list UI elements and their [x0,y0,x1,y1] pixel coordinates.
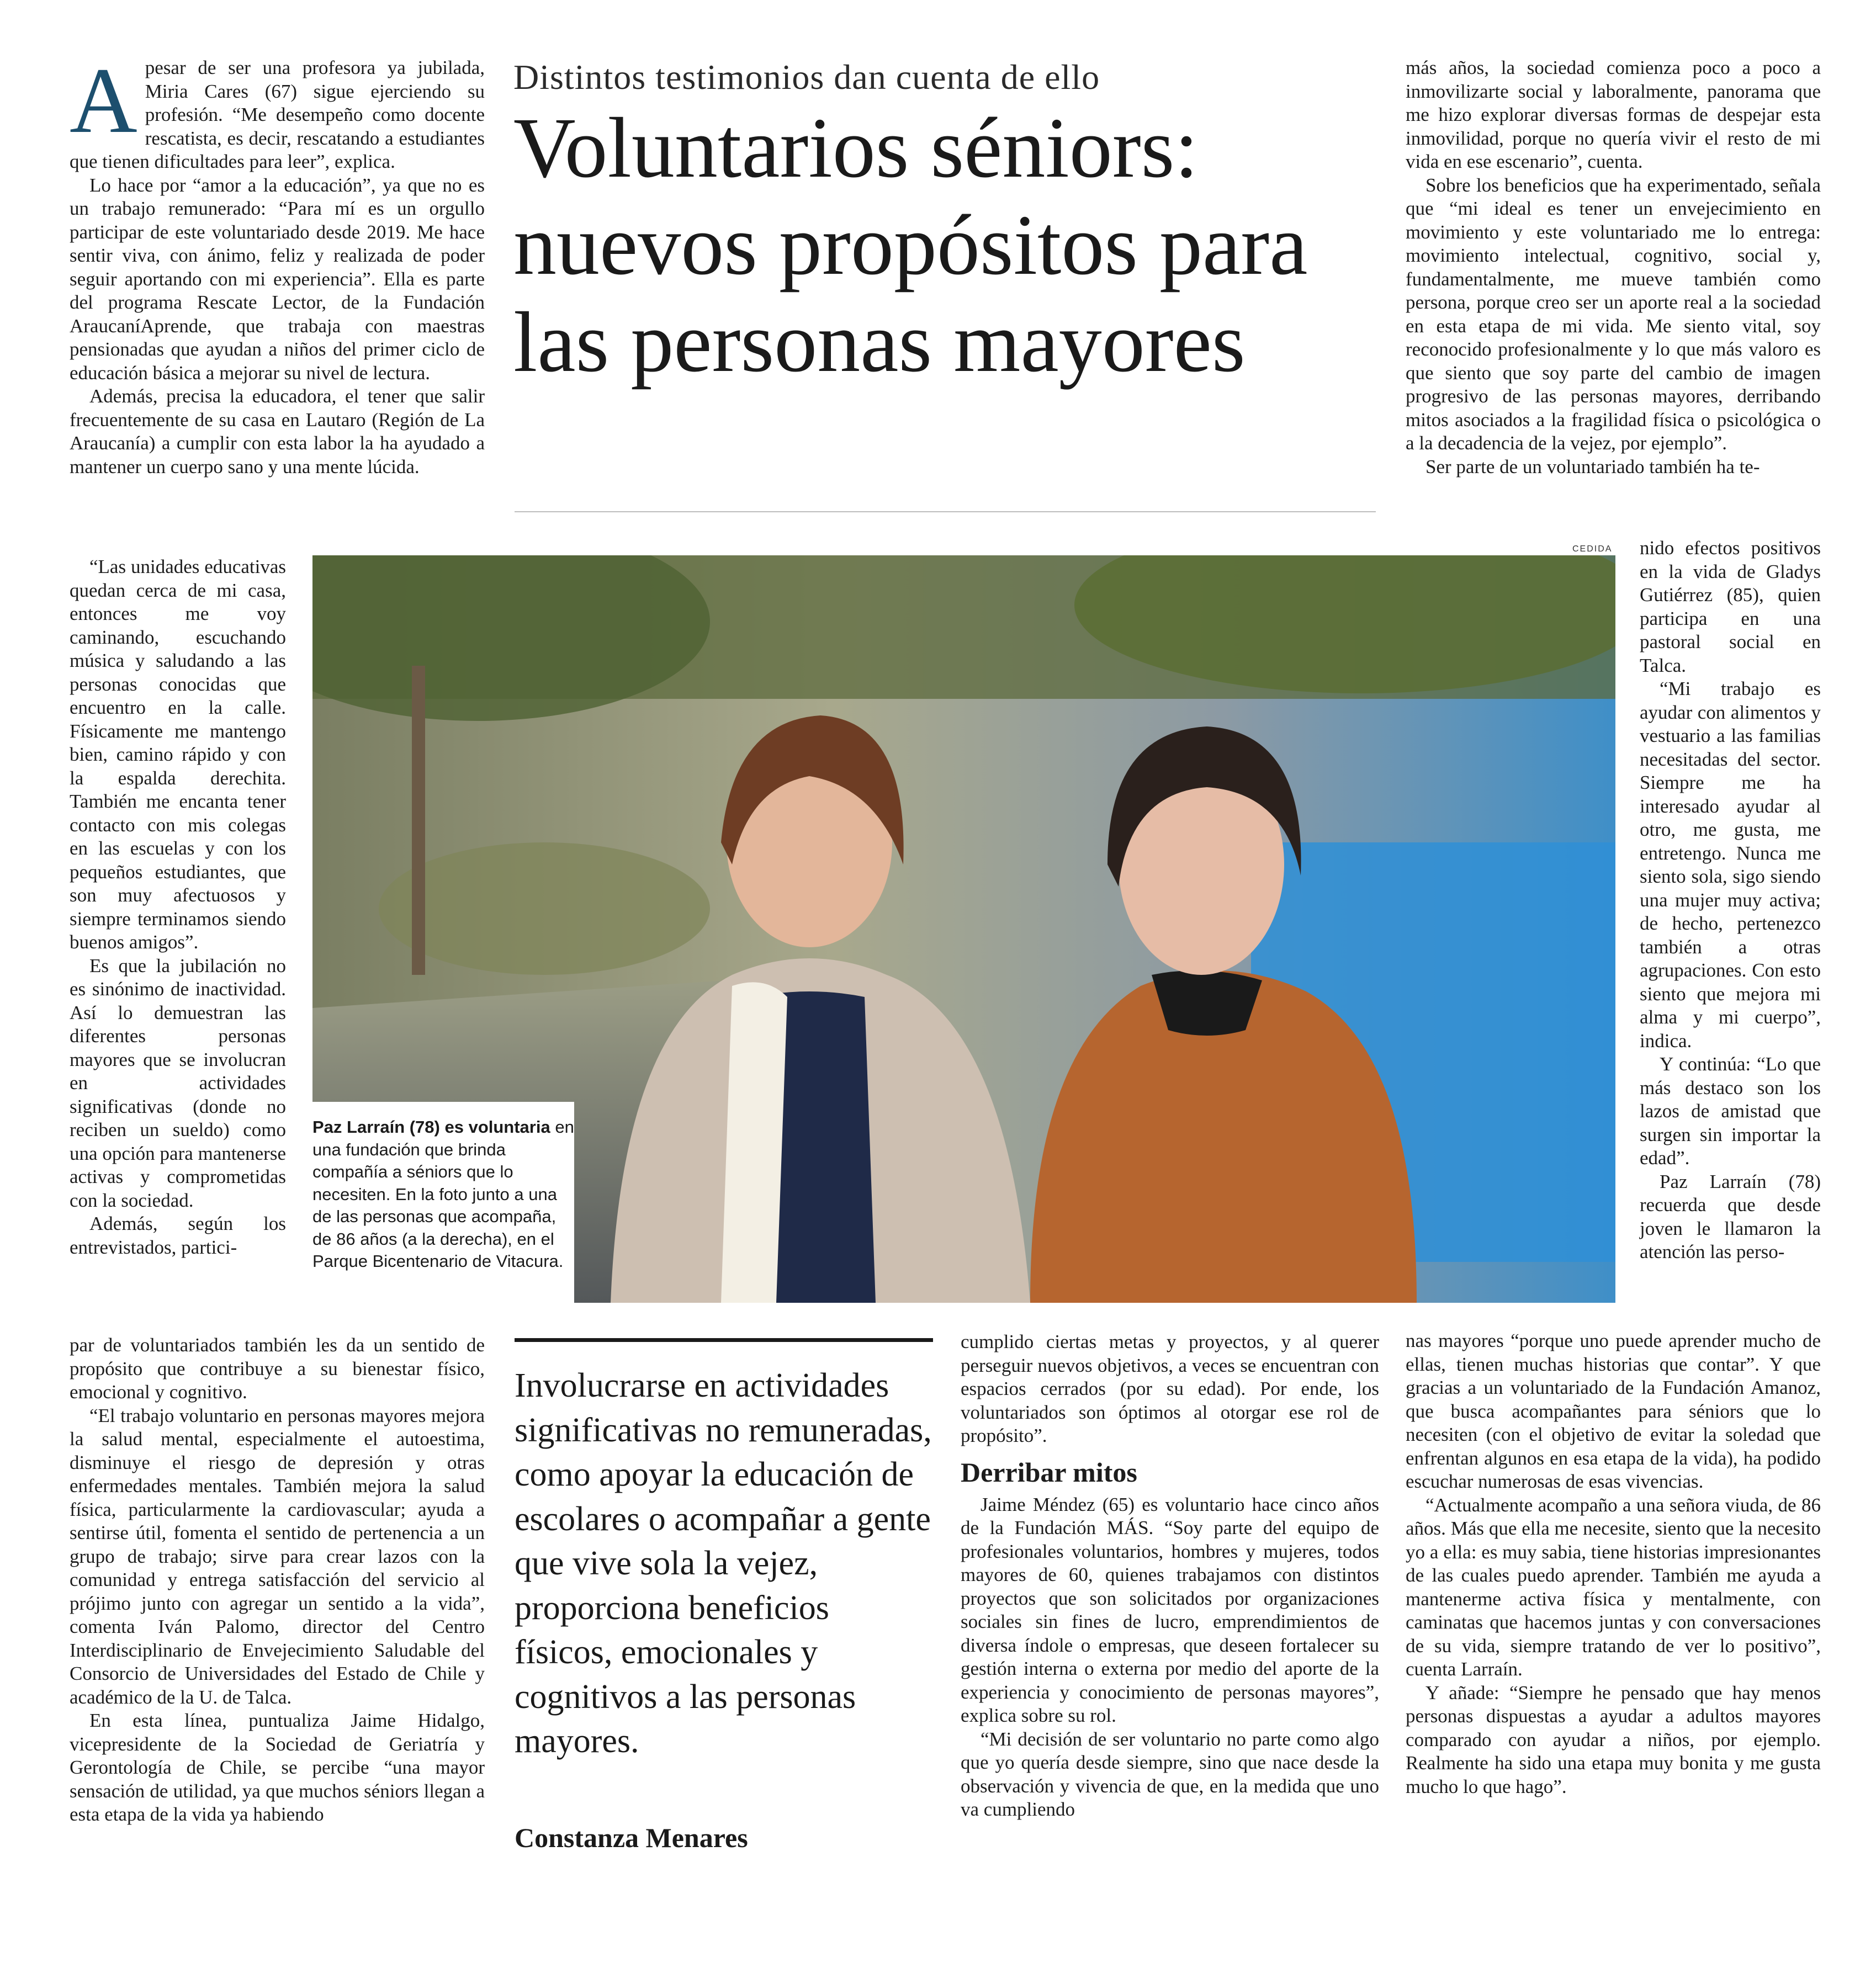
photo-credit: CEDIDA [1572,544,1613,554]
section-subhead: Derribar mitos [961,1456,1137,1488]
paragraph: Y continúa: “Lo que más destaco son los lazos de amistad que surgen sin importar la edad”. [1640,1053,1821,1169]
paragraph: “El trabajo voluntario en personas mayores mejora la salud mental, especialmente el autoestima, disminuye el riesgo de depresión y otras enfermedades mentales. También mejora la salud física, particularmente la cardiovascular; ayuda a sentirse útil, fomenta el sentido de pertenencia a un grupo de trabajo; sirve para crear lazos con la comunidad y entrega satisfacción del servicio al prójimo junto con agregar un sentido a la vida”, comenta Iván Palomo, director del Centro Interdisciplinario de Envejecimiento Saludable del Consorcio de Universidades del Estado de Chile y académico de la U. de Talca. [70,1404,485,1708]
paragraph: “Las unidades educativas quedan cerca de mi casa, entonces me voy caminando, escuchando música y saludando a las personas conocidas que encuentro en la calle. Físicamente me mantengo bien, camino rápido y con la espalda derechita. También me encanta tener contacto con mis colegas en las escuelas y con los pequeños estudiantes, que son muy afectuosos y siempre terminamos siendo buenos amigos”. [70,556,286,953]
paragraph: cumplido ciertas metas y proyectos, y al querer perseguir nuevos objetivos, a veces se encuentran con espacios cerrados (por su edad). Por ende, los voluntariados son óptimos al otorgar ese rol de propósito”. [961,1331,1379,1446]
photo-caption [298,1102,574,1307]
paragraph: Jaime Méndez (65) es voluntario hace cinco años de la Fundación MÁS. “Soy parte del equipo de profesionales voluntarios, hombres y mujeres, todos mayores de 60, quienes trabajamos con distintos proyectos que son solicitados por organizaciones sociales sin fines de lucro, emprendimientos de diversa índole o empresas, que deseen fortalecer su gestión interna o externa por medio del aporte de la experiencia y conocimiento de personas mayores”, explica sobre su rol. [961,1493,1379,1726]
article-column-4-lower [1406,1329,1821,1798]
author-byline: Constanza Menares [515,1822,748,1853]
paragraph: Es que la jubilación no es sinónimo de inactividad. Así lo demuestran las diferentes personas mayores que se involucran en actividades significativas (donde no reciben un sueldo) como una opción para mantenerse activas y comprometidas con la sociedad. [70,954,286,1211]
paragraph: Además, según los entrevistados, partici- [70,1213,286,1258]
paragraph: Lo hace por “amor a la educación”, ya que no es un trabajo remunerado: “Para mí es un orgullo participar de este voluntariado desde 2019. Me hace sentir viva, con ánimo, feliz y realizada de poder seguir aportando con mi experiencia”. Ella es parte del programa Rescate Lector, de la Fundación AraucaníAprende, que trabaja con maestras pensionadas que ayudan a niños del primer ciclo de educación básica a mejorar su nivel de lectura. [70,174,485,384]
paragraph: más años, la sociedad comienza poco a poco a inmovilizarte social y laboralmente, panorama que me hizo explorar diversas formas de despejar esta inmovilidad, porque no quería vivir el resto de mi vida en ese escenario”, cuenta. [1406,57,1821,172]
paragraph: Paz Larraín (78) recuerda que desde joven le llamaron la atención las perso- [1640,1170,1821,1262]
kicker: Distintos testimonios dan cuenta de ello [513,57,1100,97]
paragraph: “Actualmente acompaño a una señora viuda, de 86 años. Más que ella me necesite, siento que la necesito yo a ella: es muy sabia, tiene historias impresionantes de las cuales puedo aprender. También me ayuda a mantenerme activa física y mentalmente, con caminatas que hacemos juntas y con conversaciones de su vida, siempre tratando de ver lo positivo”, cuenta Larraín. [1406,1494,1821,1680]
article-column-4-narrow [1640,537,1821,1264]
paragraph: Además, precisa la educadora, el tener que salir frecuentemente de su casa en Lautaro (Región de La Araucanía) a cumplir con esta labor la ha ayudado a mantener un cuerpo sano y una mente lúcida. [70,385,485,478]
paragraph: nas mayores “porque uno puede aprender mucho de ellas, tienen muchas historias que contar”. Y que gracias a un voluntariado de la Fundación Amanoz, que busca acompañantes para séniors que lo necesiten (con el objetivo de evitar la soledad que enfrentan algunos en esa etapa de la vida), ha podido escuchar numerosas de esas vivencias. [1406,1330,1821,1492]
article-column-1 [70,49,485,479]
paragraph: “Mi trabajo es ayudar con alimentos y vestuario a las familias necesitadas del sector. Siempre me ha interesado ayudar al otro, me gusta, me entretengo. Nunca me siento sola, sigo siendo una mujer muy activa; de hecho, pertenezco también a otras agrupaciones. Con esto siento que mejora mi alma y mi cuerpo”, indica. [1640,678,1821,1052]
article-column-1-narrow [70,555,286,1259]
paragraph: Ser parte de un voluntariado también ha te- [1425,455,1760,478]
pullquote-rule [515,1338,933,1342]
paragraph: En esta línea, puntualiza Jaime Hidalgo, vicepresidente de la Sociedad de Geriatría y Gerontología de Chile, se percibe “una mayor sensación de utilidad, ya que muchos séniors llegan a esta etapa de la vida ya habiendo [70,1710,485,1825]
paragraph: nido efectos positivos en la vida de Gladys Gutiérrez (85), quien participa en una pastoral social en Talca. [1640,537,1821,676]
caption-lead: Paz Larraín (78) es voluntaria [312,1117,550,1137]
paragraph: Sobre los beneficios que ha experimentado, señala que “mi ideal es tener un envejecimiento en movimiento y este voluntariado me lo entrega: movimiento intelectual, cognitivo, social y, fundamentalmente, me mueve también como persona, porque creo ser un aporte real a la sociedad en esta etapa de mi vida. Me siento vital, soy reconocido profesionalmente y lo que más valoro es que siento que soy parte del cambio de imagen progresivo de las personas mayores, derribando mitos asociados a la fragilidad física o psicológica o a la decadencia de la vejez, por ejemplo”. [1406,174,1821,454]
pullquote: Involucrarse en actividades significativas no remuneradas, como apoyar la educación de escolares o acompañar a gente que vive sola la vejez, proporciona beneficios físicos, emocionales y cognitivos a las personas mayores. [515,1367,932,1760]
paragraph: Y añade: “Siempre he pensado que hay menos personas dispuestas a ayudar a adultos mayores comparado con ayudar a niños, por ejemplo. Realmente ha sido una etapa muy bonita y me gusta mucho lo que hago”. [1406,1681,1821,1797]
drop-cap: A [70,49,137,152]
paragraph: pesar de ser una profesora ya jubilada, Miria Cares (67) sigue ejerciendo su profesión. “Me desempeño como docente rescatista, es decir, rescatando a estudiantes que tienen dificultades para leer”, explica. [70,57,485,172]
article-column-1-lower [70,1334,485,1827]
headline-divider [515,511,1376,512]
article-column-4 [1406,56,1821,479]
paragraph: “Mi decisión de ser voluntario no parte como algo que yo quería desde siempre, sino que nace desde la observación y vivencia de que, en la medida que uno va cumpliendo [961,1728,1379,1820]
headline: Voluntarios séniors: nuevos propósitos para las personas mayores [513,100,1308,390]
paragraph: par de voluntariados también les da un sentido de propósito que contribuye a su bienestar físico, emocional y cognitivo. [70,1334,485,1403]
caption-text: en una fundación que brinda compañía a séniors que lo necesiten. En la foto junto a una de las personas que acompaña, de 86 años (a la derecha), en el Parque Bicentenario de Vitacura. [312,1117,574,1271]
article-column-3 [961,1330,1379,1822]
